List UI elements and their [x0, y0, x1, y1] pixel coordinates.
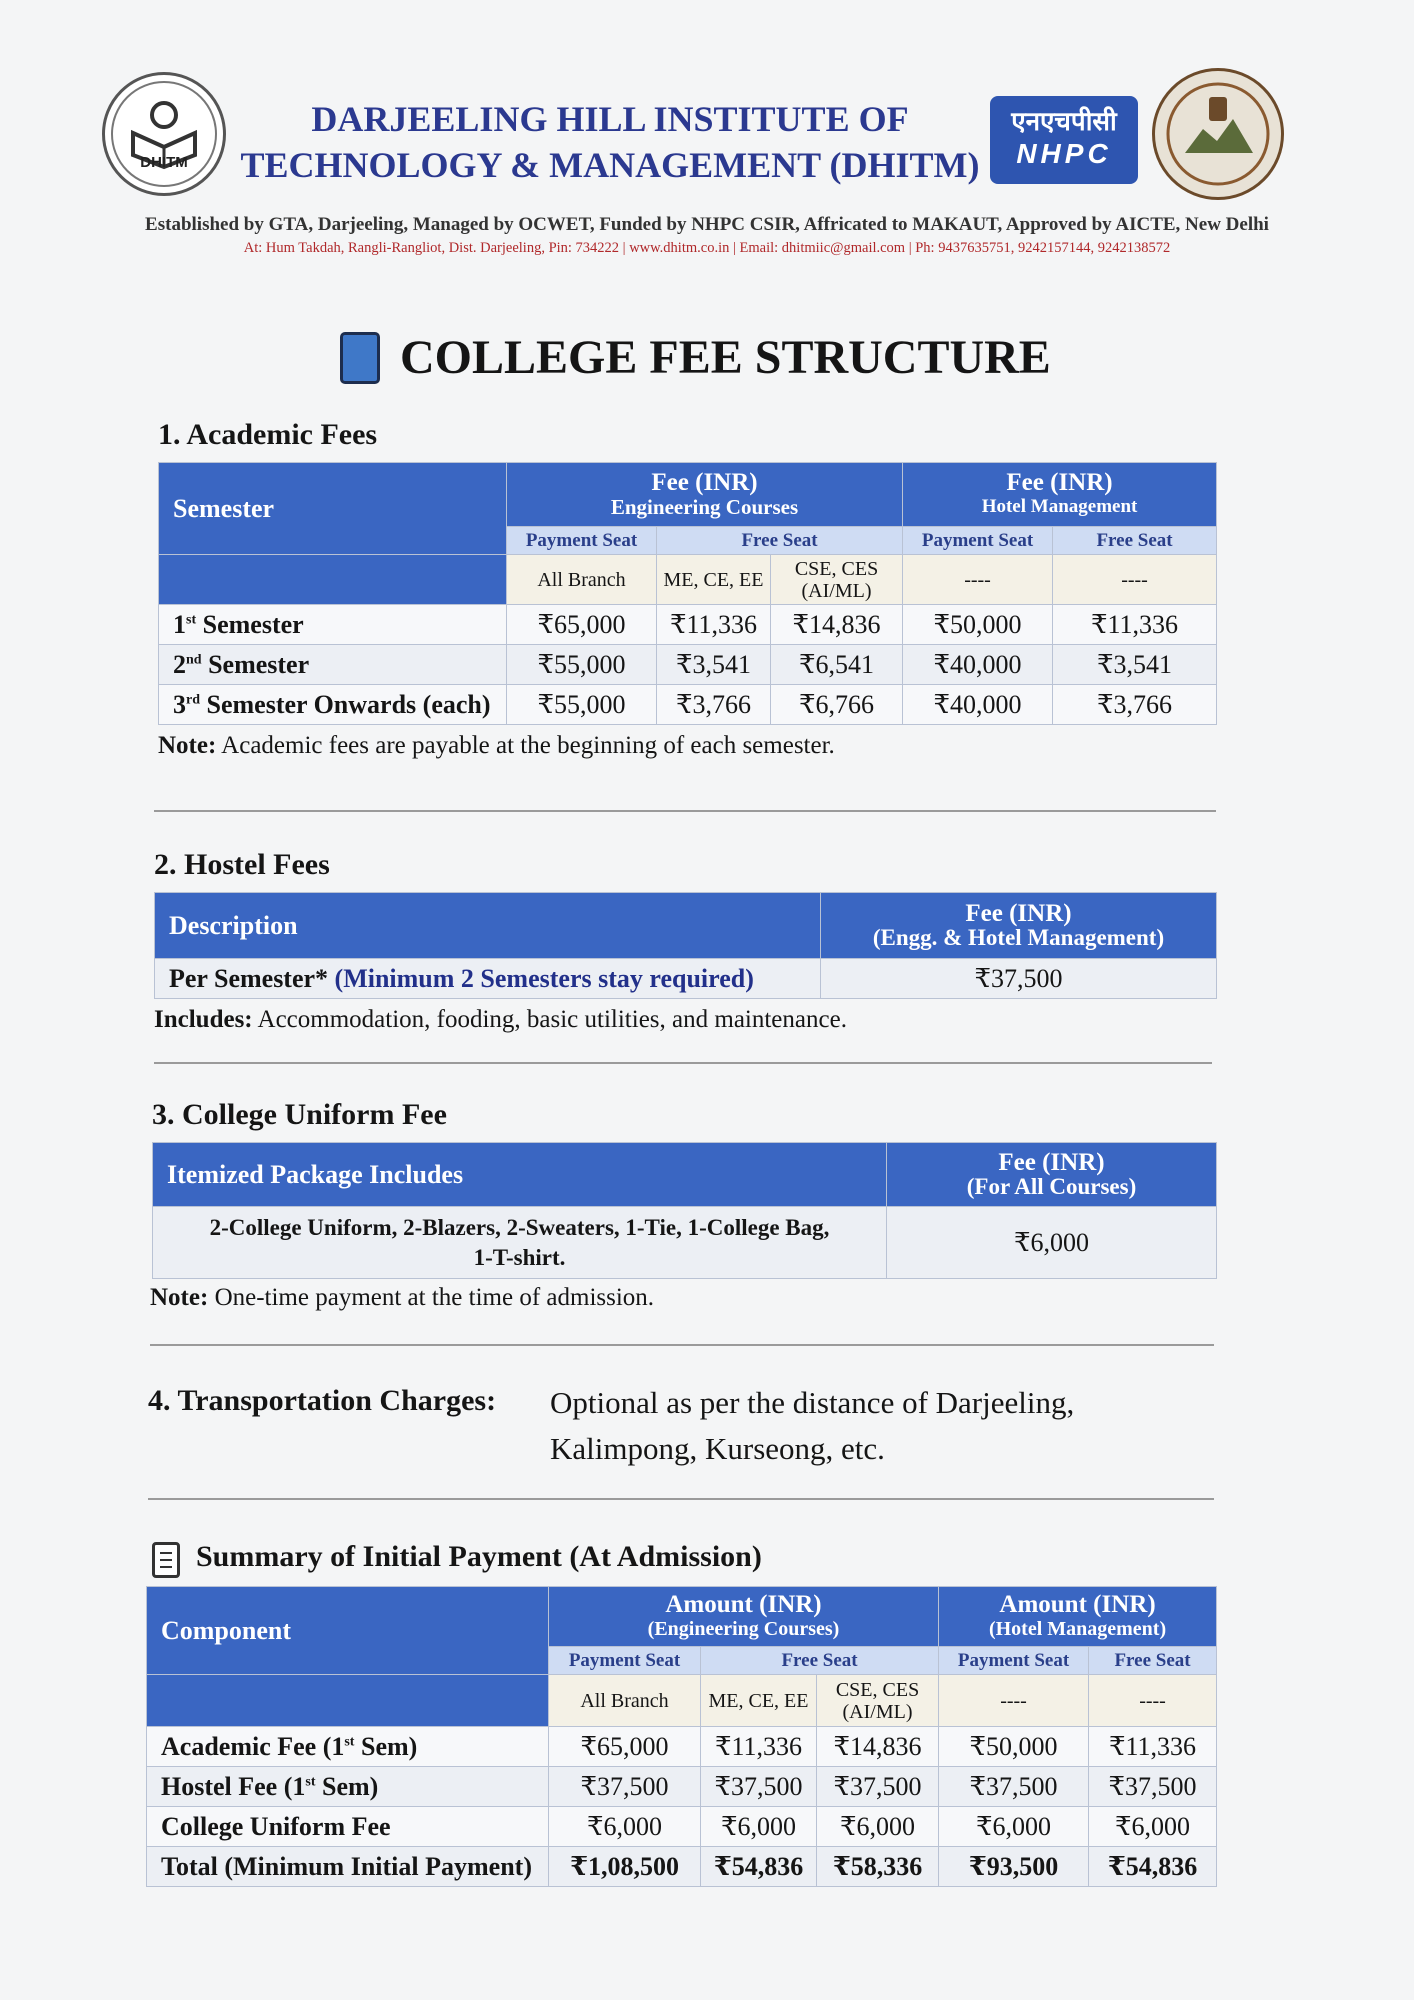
address-contact: At: Hum Takdah, Rangli-Rangliot, Dist. Darjeeling, Pin: 734222 | www.dhitm.co.in | Email: dhitmiic@gmail.com | Ph: 9437635751, 9242157144, 9242138572	[243, 240, 1171, 256]
fee-cell: ₹6,541	[771, 645, 903, 685]
amount-cell: ₹11,336	[701, 1727, 817, 1767]
row-label: College Uniform Fee	[147, 1807, 549, 1847]
hm-free-seat-header: Free Seat	[1053, 527, 1217, 555]
nhpc-hindi: एनएचपीसी	[1011, 106, 1117, 136]
header-spacer	[147, 1675, 549, 1727]
total-cell: ₹54,836	[701, 1847, 817, 1887]
total-cell: ₹1,08,500	[549, 1847, 701, 1887]
fee-cell: ₹50,000	[903, 605, 1053, 645]
institute-name-line1: DARJEELING HILL INSTITUTE OF	[311, 99, 909, 139]
fee-cell: ₹14,836	[771, 605, 903, 645]
col-header-eng-amount: Amount (INR) (Engineering Courses)	[549, 1587, 939, 1647]
all-branch-label: All Branch	[507, 555, 657, 605]
logo-text: DHITM	[140, 154, 188, 171]
row-label: Academic Fee (1st Sem)	[147, 1727, 549, 1767]
row-label: Total (Minimum Initial Payment)	[147, 1847, 549, 1887]
divider	[154, 1062, 1212, 1064]
hostel-note: Includes: Accommodation, fooding, basic utilities, and maintenance.	[154, 1006, 847, 1033]
me-ce-ee-label: ME, CE, EE	[657, 555, 771, 605]
col-header-description: Description	[155, 893, 821, 959]
dhitm-logo	[102, 72, 226, 196]
table-row	[147, 1767, 1217, 1807]
all-branch-label: All Branch	[549, 1675, 701, 1727]
col-header-hm-fee: Fee (INR) Hotel Management	[903, 463, 1217, 527]
hm-dash-label: ----	[903, 555, 1053, 605]
amount-cell: ₹50,000	[939, 1727, 1089, 1767]
total-cell: ₹54,836	[1089, 1847, 1217, 1887]
amount-cell: ₹6,000	[701, 1807, 817, 1847]
uniform-note: Note: One-time payment at the time of admission.	[150, 1284, 655, 1311]
fee-cell: ₹11,336	[657, 605, 771, 645]
table-row	[147, 1727, 1217, 1767]
amount-cell: ₹14,836	[817, 1727, 939, 1767]
table-row	[159, 645, 1217, 685]
cse-ces-label: CSE, CES (AI/ML)	[817, 1675, 939, 1727]
row-label: 2nd Semester	[159, 645, 507, 685]
table-row	[153, 1207, 1217, 1279]
amount-cell: ₹65,000	[549, 1727, 701, 1767]
fee-cell: ₹55,000	[507, 685, 657, 725]
divider	[150, 1344, 1214, 1346]
fee-cell: ₹55,000	[507, 645, 657, 685]
col-header-items: Itemized Package Includes	[153, 1143, 887, 1207]
institute-name	[230, 96, 990, 188]
amount-cell: ₹6,000	[549, 1807, 701, 1847]
divider	[154, 810, 1216, 812]
col-header-semester: Semester	[159, 463, 507, 555]
nhpc-english: NHPC	[1016, 138, 1112, 169]
academic-fees-table	[158, 462, 1217, 725]
header-spacer	[159, 555, 507, 605]
amount-cell: ₹37,500	[817, 1767, 939, 1807]
amount-cell: ₹37,500	[1089, 1767, 1217, 1807]
col-header-eng-fee: Fee (INR) Engineering Courses	[507, 463, 903, 527]
row-label: Per Semester* (Minimum 2 Semesters stay required)	[155, 959, 821, 999]
fee-cell: ₹37,500	[821, 959, 1217, 999]
transport-text: Optional as per the distance of Darjeeling, Kalimpong, Kurseong, etc.	[550, 1385, 1075, 1466]
hm-payment-seat-header: Payment Seat	[903, 527, 1053, 555]
established-info: Established by GTA, Darjeeling, Managed by OCWET, Funded by NHPC CSIR, Affricated to MAKAUT, Approved by AICTE, New Delhi	[145, 214, 1269, 235]
fee-cell: ₹6,000	[887, 1207, 1217, 1279]
transport-heading: 4. Transportation Charges:	[148, 1384, 497, 1417]
payment-seat-header: Payment Seat	[549, 1647, 701, 1675]
institute-name-line2: TECHNOLOGY & MANAGEMENT (DHITM)	[240, 145, 980, 185]
col-header-component: Component	[147, 1587, 549, 1675]
row-label: 3rd Semester Onwards (each)	[159, 685, 507, 725]
amount-cell: ₹6,000	[1089, 1807, 1217, 1847]
total-cell: ₹58,336	[817, 1847, 939, 1887]
total-cell: ₹93,500	[939, 1847, 1089, 1887]
payment-seat-header: Payment Seat	[507, 527, 657, 555]
hm-payment-seat-header: Payment Seat	[939, 1647, 1089, 1675]
amount-cell: ₹37,500	[701, 1767, 817, 1807]
fee-cell: ₹40,000	[903, 645, 1053, 685]
row-label: 1st Semester	[159, 605, 507, 645]
fee-cell: ₹6,766	[771, 685, 903, 725]
summary-heading: Summary of Initial Payment (At Admission)	[196, 1540, 762, 1573]
hm-dash-label: ----	[1089, 1675, 1217, 1727]
academic-note: Note: Academic fees are payable at the beginning of each semester.	[158, 732, 835, 759]
cse-ces-label: CSE, CES (AI/ML)	[771, 555, 903, 605]
amount-cell: ₹37,500	[549, 1767, 701, 1807]
fee-cell: ₹3,766	[1053, 685, 1217, 725]
col-header-uniform-fee: Fee (INR) (For All Courses)	[887, 1143, 1217, 1207]
fee-cell: ₹3,766	[657, 685, 771, 725]
amount-cell: ₹37,500	[939, 1767, 1089, 1807]
col-header-hm-amount: Amount (INR) (Hotel Management)	[939, 1587, 1217, 1647]
table-row	[159, 605, 1217, 645]
summary-table	[146, 1586, 1217, 1887]
uniform-fee-table	[152, 1142, 1217, 1279]
amount-cell: ₹6,000	[939, 1807, 1089, 1847]
fee-cell: ₹40,000	[903, 685, 1053, 725]
free-seat-header: Free Seat	[657, 527, 903, 555]
fee-cell: ₹3,541	[1053, 645, 1217, 685]
uniform-fee-heading: 3. College Uniform Fee	[152, 1098, 447, 1131]
free-seat-header: Free Seat	[701, 1647, 939, 1675]
nhpc-logo	[990, 96, 1138, 184]
amount-cell: ₹11,336	[1089, 1727, 1217, 1767]
document-icon	[152, 1542, 180, 1578]
book-icon	[340, 332, 380, 384]
page-title: COLLEGE FEE STRUCTURE	[400, 331, 1051, 384]
academic-fees-heading: 1. Academic Fees	[158, 418, 378, 451]
hm-dash-label: ----	[1053, 555, 1217, 605]
divider	[148, 1498, 1214, 1500]
page-title-block	[340, 330, 1060, 390]
hm-dash-label: ----	[939, 1675, 1089, 1727]
fee-cell: ₹11,336	[1053, 605, 1217, 645]
fee-cell: ₹65,000	[507, 605, 657, 645]
hostel-fees-heading: 2. Hostel Fees	[154, 848, 330, 881]
amount-cell: ₹6,000	[817, 1807, 939, 1847]
table-row	[159, 685, 1217, 725]
hostel-fees-table	[154, 892, 1217, 999]
government-emblem	[1152, 68, 1284, 200]
fee-cell: ₹3,541	[657, 645, 771, 685]
table-row	[155, 959, 1217, 999]
uniform-items: 2-College Uniform, 2-Blazers, 2-Sweaters, 1-Tie, 1-College Bag, 1-T-shirt.	[153, 1207, 887, 1279]
hm-free-seat-header: Free Seat	[1089, 1647, 1217, 1675]
total-row	[147, 1847, 1217, 1887]
me-ce-ee-label: ME, CE, EE	[701, 1675, 817, 1727]
row-label: Hostel Fee (1st Sem)	[147, 1767, 549, 1807]
col-header-hostel-fee: Fee (INR) (Engg. & Hotel Management)	[821, 893, 1217, 959]
table-row	[147, 1807, 1217, 1847]
